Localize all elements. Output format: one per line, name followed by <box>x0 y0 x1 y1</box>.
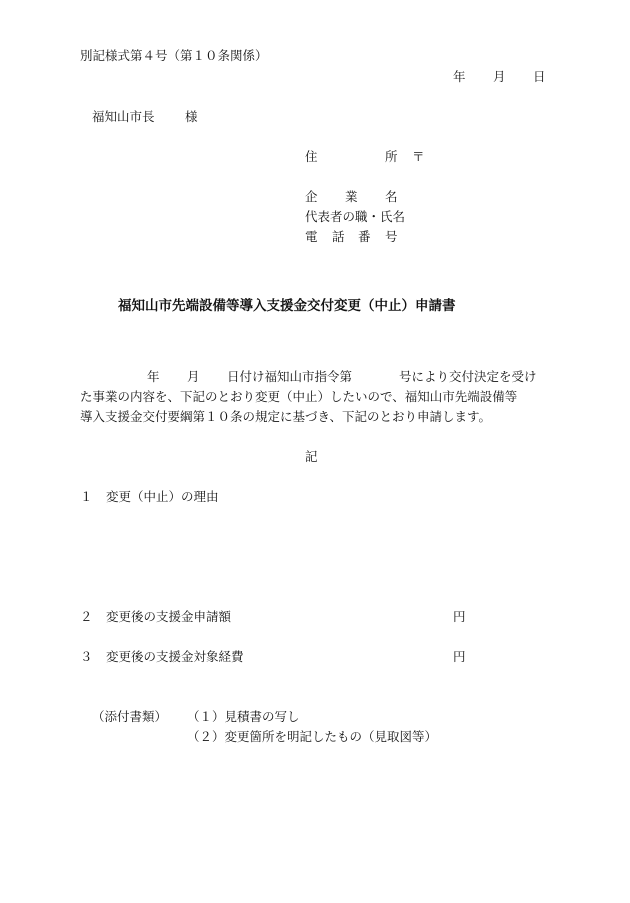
item-3-unit: 円 <box>453 649 466 664</box>
item-1-label: 変更（中止）の理由 <box>106 489 219 504</box>
address-label-2: 所 <box>385 149 398 164</box>
body-line2: た事業の内容を、下記のとおり変更（中止）したいので、福知山市先端設備等 <box>80 389 518 404</box>
body-line3: 導入支援金交付要綱第１０条の規定に基づき、下記のとおり申請します。 <box>80 409 492 424</box>
addressee-name: 福知山市長 <box>92 109 155 124</box>
body-line1-end: 号により交付決定を受け <box>399 369 537 384</box>
date-day: 日 <box>533 69 546 84</box>
address-label-1: 住 <box>305 149 318 164</box>
body-line1-month: 月 <box>187 369 200 384</box>
attachment-item-2: （２）変更箇所を明記したもの（見取図等） <box>187 729 438 744</box>
postal-mark: 〒 <box>412 149 425 164</box>
ki-heading: 記 <box>305 449 318 464</box>
representative-label: 代表者の職・氏名 <box>305 209 406 224</box>
phone-label-2: 話 <box>332 229 345 244</box>
item-3-number: ３ <box>80 649 93 664</box>
phone-label-3: 番 <box>358 229 371 244</box>
body-line1-rest: 日付け福知山市指令第 <box>227 369 353 384</box>
item-2-unit: 円 <box>453 609 466 624</box>
phone-label-4: 号 <box>385 229 398 244</box>
phone-label-1: 電 <box>305 229 318 244</box>
company-label-3: 名 <box>385 189 398 204</box>
item-1-number: １ <box>80 489 93 504</box>
date-year: 年 <box>453 69 466 84</box>
date-month: 月 <box>493 69 506 84</box>
form-number: 別記様式第４号（第１０条関係） <box>80 48 268 63</box>
company-label-2: 業 <box>345 189 358 204</box>
addressee-honorific: 様 <box>185 109 198 124</box>
attachment-item-1: （１）見積書の写し <box>187 709 300 724</box>
item-2-number: ２ <box>80 609 93 624</box>
company-label-1: 企 <box>305 189 318 204</box>
document-title: 福知山市先端設備等導入支援金交付変更（中止）申請書 <box>118 298 456 314</box>
body-line1-year: 年 <box>147 369 160 384</box>
item-2-label: 変更後の支援金申請額 <box>106 609 232 624</box>
item-3-label: 変更後の支援金対象経費 <box>106 649 244 664</box>
attachments-label: （添付書類） <box>92 709 168 724</box>
